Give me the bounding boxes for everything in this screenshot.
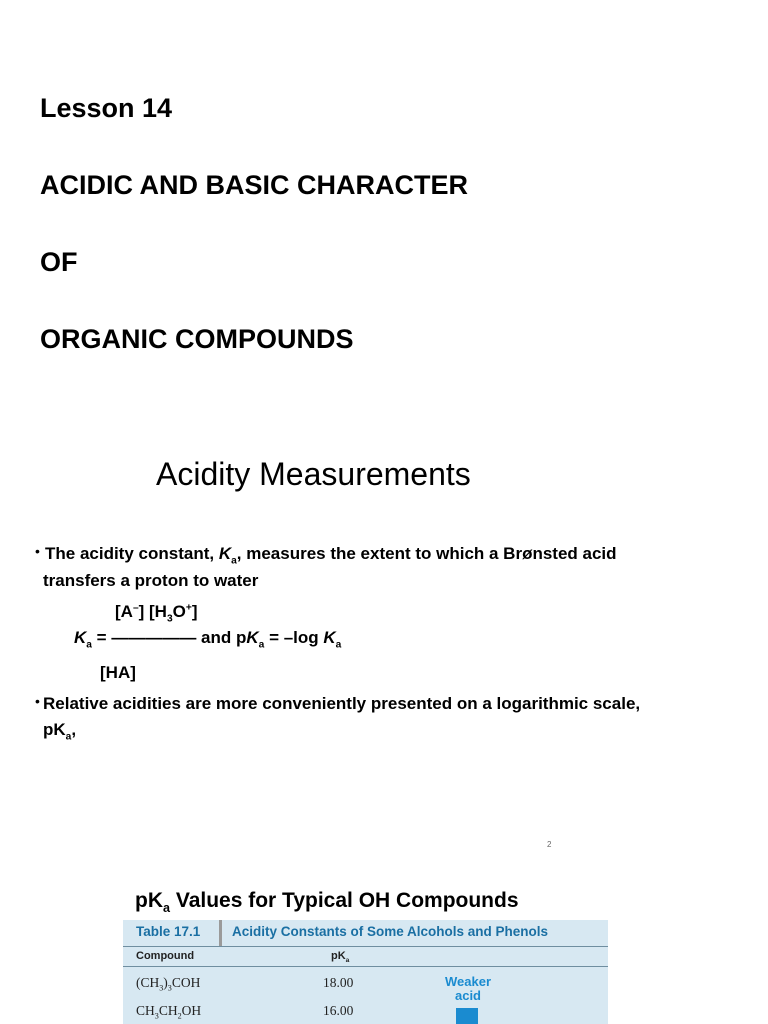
heading-line-1: ACIDIC AND BASIC CHARACTER <box>40 170 468 200</box>
lesson-number: Lesson 14 <box>40 93 173 123</box>
eq-num-b: ] [H <box>138 602 167 621</box>
col-pka-p: pK <box>331 950 346 962</box>
bullet-1-line-1 <box>45 544 617 566</box>
bullet-2-comma: , <box>71 720 77 739</box>
table-rule-header <box>123 966 608 967</box>
table-row-2-pka: 16.00 <box>323 1003 354 1018</box>
table-number: Table 17.1 <box>136 924 201 939</box>
eq-num-3: 3 <box>166 613 173 625</box>
eq-pk-k: K <box>246 628 259 647</box>
eq-num-c: O <box>172 602 186 621</box>
bullet-2-line-1: Relative acidities are more conveniently presented on a logarithmic scale, <box>43 694 641 713</box>
column-header-compound: Compound <box>136 950 195 962</box>
bullet-dot-1: • <box>35 543 40 559</box>
ka-subscript: a <box>231 555 237 567</box>
bullet-1-text-b: , measures the extent to which a Brønsted acid <box>236 544 617 563</box>
weaker-label-2: acid <box>454 988 481 1003</box>
eq-log-k: K <box>323 628 336 647</box>
bullet-2-pk: pK <box>43 720 66 739</box>
table-heading-rest: Values for Typical OH Compounds <box>170 889 519 912</box>
eq-k: K <box>74 628 87 647</box>
eq-log-sub: a <box>335 639 342 651</box>
eq-num-plus: + <box>185 602 192 614</box>
column-header-pka <box>331 950 349 964</box>
equation-main <box>74 628 341 650</box>
acidity-scale-arrow <box>456 1008 478 1024</box>
table-caption: Acidity Constants of Some Alcohols and Phenols <box>232 924 549 939</box>
table-heading-sub: a <box>163 901 171 916</box>
weaker-acid-label <box>429 975 507 1003</box>
bullet-2-pk-sub: a <box>65 731 72 743</box>
eq-rule: = ————— and p <box>91 628 247 647</box>
table-row-2-compound: $CH_3CH_2OH$ <box>136 1003 202 1021</box>
table-rule-top <box>123 946 608 947</box>
table-row-1-compound: $(CH_3)_3COH$ <box>136 975 201 993</box>
equation-numerator <box>115 602 197 624</box>
bullet-1-line-2: transfers a proton to water <box>43 571 259 590</box>
eq-pk-sub: a <box>258 639 265 651</box>
heading-line-2: OF <box>40 247 78 277</box>
table-heading-pk: pK <box>135 889 163 912</box>
acidity-table <box>123 920 608 1024</box>
table-label-separator <box>219 920 222 946</box>
col-pka-sub: a <box>345 957 350 965</box>
bullet-dot-2: • <box>35 693 40 709</box>
eq-num-minus: – <box>132 602 139 614</box>
equation-denominator: [HA] <box>100 663 136 682</box>
section-title: Acidity Measurements <box>156 456 471 492</box>
heading-line-3: ORGANIC COMPOUNDS <box>40 324 354 354</box>
eq-end: = –log <box>264 628 324 647</box>
bullet-2-line-2 <box>43 720 76 742</box>
table-row-1-pka: 18.00 <box>323 975 354 990</box>
weaker-label-1: Weaker <box>444 974 491 989</box>
bullet-1-text-a: The acidity constant, <box>45 544 219 563</box>
ka-symbol: K <box>218 544 232 563</box>
table-heading <box>135 889 519 915</box>
eq-num-d: ] <box>191 602 198 621</box>
eq-k-sub: a <box>86 639 92 651</box>
eq-num-a: [A <box>115 602 133 621</box>
page-number: 2 <box>547 840 552 849</box>
